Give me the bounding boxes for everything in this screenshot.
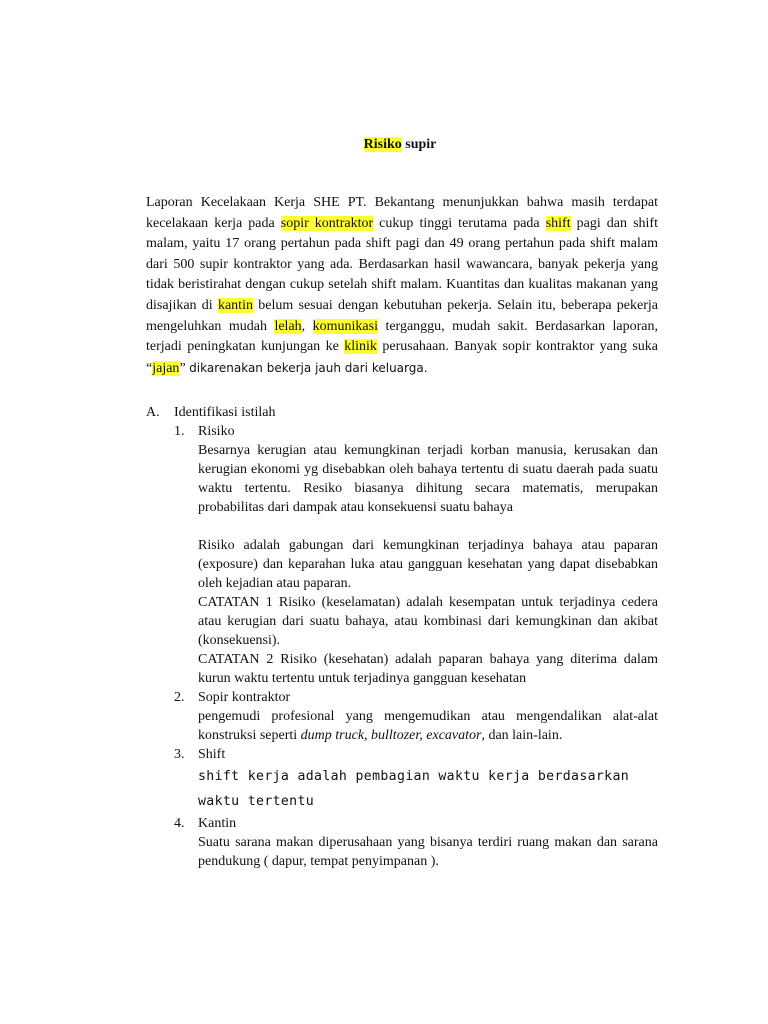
italic-examples: dump truck, bulltozer, excavator [300,728,482,743]
term-list [174,422,658,871]
item-body [198,441,658,688]
highlight-sopir-kontraktor: sopir kontraktor [280,215,374,231]
highlight-komunikasi: komunikasi [312,318,378,334]
item-marker: 2. [174,690,185,705]
title-highlight: Risiko [363,137,402,152]
term-item-kantin [174,814,658,871]
item-heading: Risiko [198,424,235,439]
item-marker: 3. [174,747,185,762]
term-item-shift [174,745,658,814]
title-rest: supir [401,137,437,152]
highlight-lelah: lelah [274,318,302,334]
highlight-jajan: jajan [152,360,180,376]
definition-paragraph: Suatu sarana makan diperusahaan yang bisanya terdiri ruang makan dan sarana pendukung ( dapur, tempat penyimpanan ). [198,835,658,869]
intro-text: ” [179,360,190,376]
definition-paragraph: Besarnya kerugian atau kemungkinan terjadi korban manusia, kerusakan dan kerugian ekonomi yg disebabkan oleh bahaya tertentu di suatu daerah pada suatu waktu tertentu. Resiko biasanya dihitung secara matematis, merupakan probabilitas dari dampak atau konsekuensi suatu bahaya [198,443,658,515]
item-marker: 1. [174,424,185,439]
intro-text: pagi dan shift malam, yaitu 17 orang pertahun pada shift pagi dan 49 orang pertahun pada shift malam dari 500 supir kontraktor yang ada. Berdasarkan hasil wawancara, banyak pekerja yang tidak beristirahat dengan cukup setelah shift malam. Kuantitas dan kualitas makanan yang disajikan di [146,215,658,313]
item-body [198,707,658,745]
intro-text: cukup tinggi terutama pada [373,215,546,231]
intro-tail-text: dikarenakan bekerja jauh dari keluarga. [189,360,428,375]
highlight-kantin: kantin [217,297,253,313]
intro-text: belum sesuai dengan kebutuhan pekerja. Selain itu, beberapa pekerja mengeluhkan mudah [146,297,658,334]
intro-text: perusahaan. Banyak sopir kontraktor yang suka “ [146,339,658,376]
item-body [198,764,658,814]
definition-paragraph: shift kerja adalah pembagian waktu kerja berdasarkan waktu tertentu [198,769,630,809]
intro-text: , [301,318,313,334]
item-heading: Kantin [198,816,237,831]
note-paragraph: CATATAN 1 Risiko (keselamatan) adalah kesempatan untuk terjadinya cedera atau kerugian dari suatu bahaya, atau kombinasi dari kemungkinan dan akibat (konsekuensi). [198,595,658,648]
intro-text: terganggu, mudah sakit. Berdasarkan laporan, terjadi peningkatan kunjungan ke [146,318,659,355]
note-paragraph: CATATAN 2 Risiko (kesehatan) adalah paparan bahaya yang diterima dalam kurun waktu tertentu untuk terjadinya gangguan kesehatan [198,652,658,686]
definition-paragraph: pengemudi profesional yang mengemudikan atau mengendalikan alat-alat konstruksi seperti dump truck, bulltozer, excavator, dan lain-lain. [198,709,658,743]
highlight-shift: shift [545,215,571,231]
section-a [146,403,658,871]
term-item-sopir-kontraktor [174,688,658,745]
section-a-heading [146,403,658,422]
term-item-risiko [174,422,658,688]
item-heading: Shift [198,747,226,762]
section-heading: Identifikasi istilah [174,405,276,420]
item-heading: Sopir kontraktor [198,690,291,705]
definition-paragraph: Risiko adalah gabungan dari kemungkinan terjadinya bahaya atau paparan (exposure) dan keparahan luka atau gangguan kesehatan yang dapat disebabkan oleh kejadian atau paparan. [198,538,658,591]
intro-paragraph [146,193,658,379]
highlight-klinik: klinik [344,339,377,355]
page-title [0,137,768,153]
item-marker: 4. [174,816,185,831]
item-body [198,833,658,871]
section-marker: A. [146,405,160,420]
intro-text: Laporan Kecelakaan Kerja SHE PT. Bekantang menunjukkan bahwa masih terdapat kecelakaan kerja pada [146,195,658,231]
